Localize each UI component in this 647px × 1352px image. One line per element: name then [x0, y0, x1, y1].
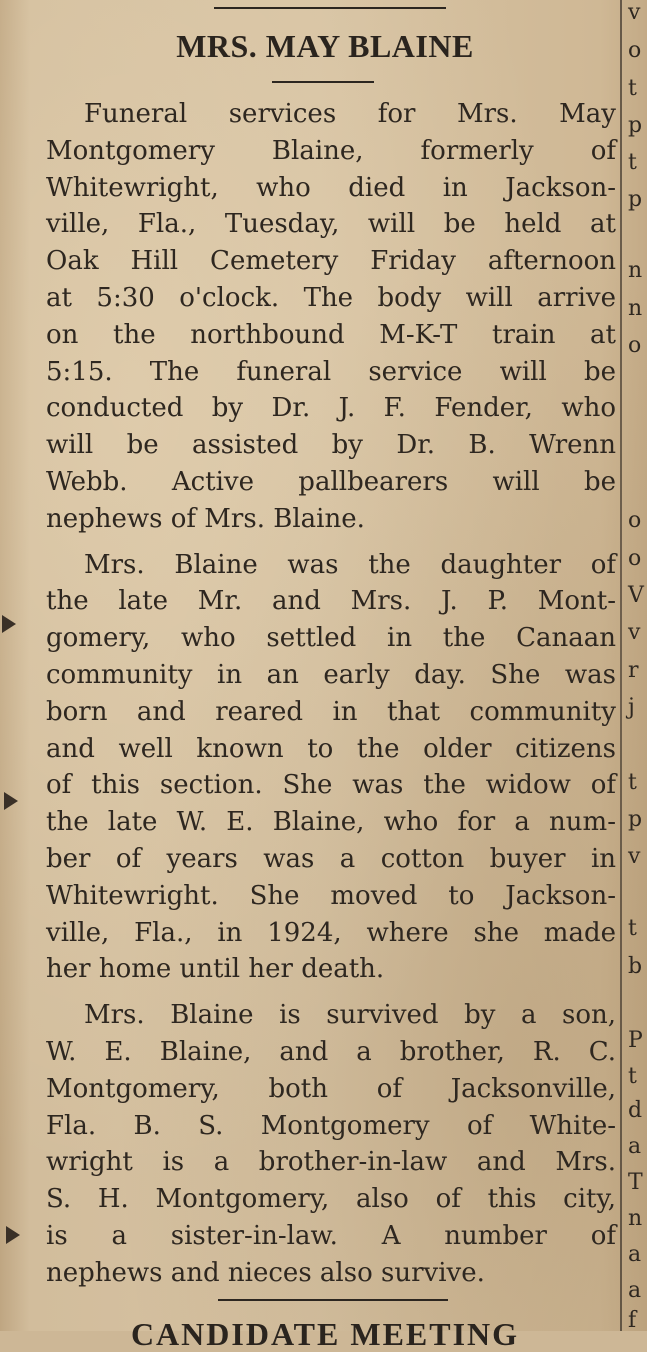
text-line: gomery, who settled in the Canaan — [46, 623, 616, 654]
adjacent-column-fragment: t — [628, 770, 637, 795]
pin-mark — [2, 615, 16, 633]
text-line: wright is a brother-in-law and Mrs. — [46, 1147, 616, 1178]
adjacent-column-fragment: o — [628, 508, 642, 533]
adjacent-column-fragment: r — [628, 658, 639, 683]
adjacent-column-fragment: p — [628, 807, 643, 832]
adjacent-column-fragment: v — [628, 620, 641, 645]
title-rule — [272, 81, 374, 83]
adjacent-column-fragment: t — [628, 916, 637, 941]
adjacent-column-fragment: v — [628, 0, 641, 25]
text-line: Mrs. Blaine was the daughter of — [84, 549, 616, 580]
article-title: MRS. MAY BLAINE — [176, 28, 474, 64]
text-line: at 5:30 o'clock. The body will arrive — [46, 282, 616, 313]
text-line: S. H. Montgomery, also of this city, — [46, 1184, 616, 1215]
text-line: nephews and nieces also survive. — [46, 1257, 485, 1288]
adjacent-column-fragment: v — [628, 844, 641, 869]
text-line: her home until her death. — [46, 954, 385, 985]
text-line: Montgomery Blaine, formerly of — [46, 135, 616, 166]
adjacent-column-fragment: T — [628, 1170, 643, 1195]
adjacent-column-fragment: t — [628, 1064, 637, 1089]
text-line: of this section. She was the widow of — [46, 770, 616, 801]
adjacent-column-fragment: f — [628, 1308, 637, 1333]
adjacent-column-fragment: a — [628, 1242, 642, 1267]
text-line: Webb. Active pallbearers will be — [46, 466, 616, 497]
adjacent-column-fragment: o — [628, 333, 642, 358]
adjacent-column-fragment: P — [628, 1028, 643, 1053]
text-line: Whitewright, who died in Jackson- — [46, 172, 616, 203]
text-line: and well known to the older citizens — [46, 733, 616, 764]
top-rule — [214, 7, 446, 9]
adjacent-column-fragment: j — [628, 695, 635, 720]
text-line: will be assisted by Dr. B. Wrenn — [46, 430, 616, 461]
adjacent-column-fragment: t — [628, 76, 637, 101]
text-line: on the northbound M-K-T train at — [46, 319, 616, 350]
adjacent-column-fragment: a — [628, 1134, 642, 1159]
text-line: Mrs. Blaine is survived by a son, — [84, 1000, 616, 1031]
text-line: Montgomery, both of Jacksonville, — [46, 1073, 616, 1104]
pin-mark — [6, 1226, 20, 1244]
adjacent-column-fragment: n — [628, 296, 643, 321]
text-line: Whitewright. She moved to Jackson- — [46, 880, 616, 911]
adjacent-column-fragment: n — [628, 1206, 643, 1231]
adjacent-column-fragment: b — [628, 954, 643, 979]
text-line: Fla. B. S. Montgomery of White- — [46, 1110, 616, 1141]
text-line: ville, Fla., in 1924, where she made — [46, 917, 616, 948]
paragraph-funeral-services — [46, 96, 616, 538]
text-line: 5:15. The funeral service will be — [46, 356, 616, 387]
text-line: ber of years was a cotton buyer in — [46, 843, 616, 874]
adjacent-column-fragment: o — [628, 546, 642, 571]
adjacent-column-fragment: t — [628, 150, 637, 175]
pin-mark — [4, 792, 18, 810]
paragraph-biography — [46, 547, 616, 989]
bottom-rule — [218, 1299, 448, 1301]
paragraph-survivors — [46, 997, 616, 1291]
adjacent-column-fragment: d — [628, 1098, 643, 1123]
text-line: is a sister-in-law. A number of — [46, 1220, 616, 1251]
adjacent-column-fragment: n — [628, 258, 643, 283]
adjacent-column-fragment: p — [628, 113, 643, 138]
text-line: conducted by Dr. J. F. Fender, who — [46, 393, 616, 424]
adjacent-column-fragment: o — [628, 38, 642, 63]
text-line: W. E. Blaine, and a brother, R. C. — [46, 1036, 616, 1067]
text-line: born and reared in that community — [46, 696, 616, 727]
adjacent-column-fragment: a — [628, 1278, 642, 1303]
text-line: nephews of Mrs. Blaine. — [46, 503, 365, 534]
text-line: ville, Fla., Tuesday, will be held at — [46, 209, 616, 240]
adjacent-column-fragment: V — [628, 583, 644, 608]
next-article-heading: CANDIDATE MEETING — [130, 1316, 520, 1352]
article-body — [46, 96, 616, 1301]
text-line: community in an early day. She was — [46, 659, 616, 690]
text-line: Oak Hill Cemetery Friday afternoon — [46, 246, 616, 277]
column-divider — [620, 0, 622, 1331]
text-line: Funeral services for Mrs. May — [84, 99, 616, 129]
text-line: the late Mr. and Mrs. J. P. Mont- — [46, 586, 616, 617]
adjacent-column-fragment: p — [628, 187, 643, 212]
text-line: the late W. E. Blaine, who for a num- — [46, 807, 616, 838]
